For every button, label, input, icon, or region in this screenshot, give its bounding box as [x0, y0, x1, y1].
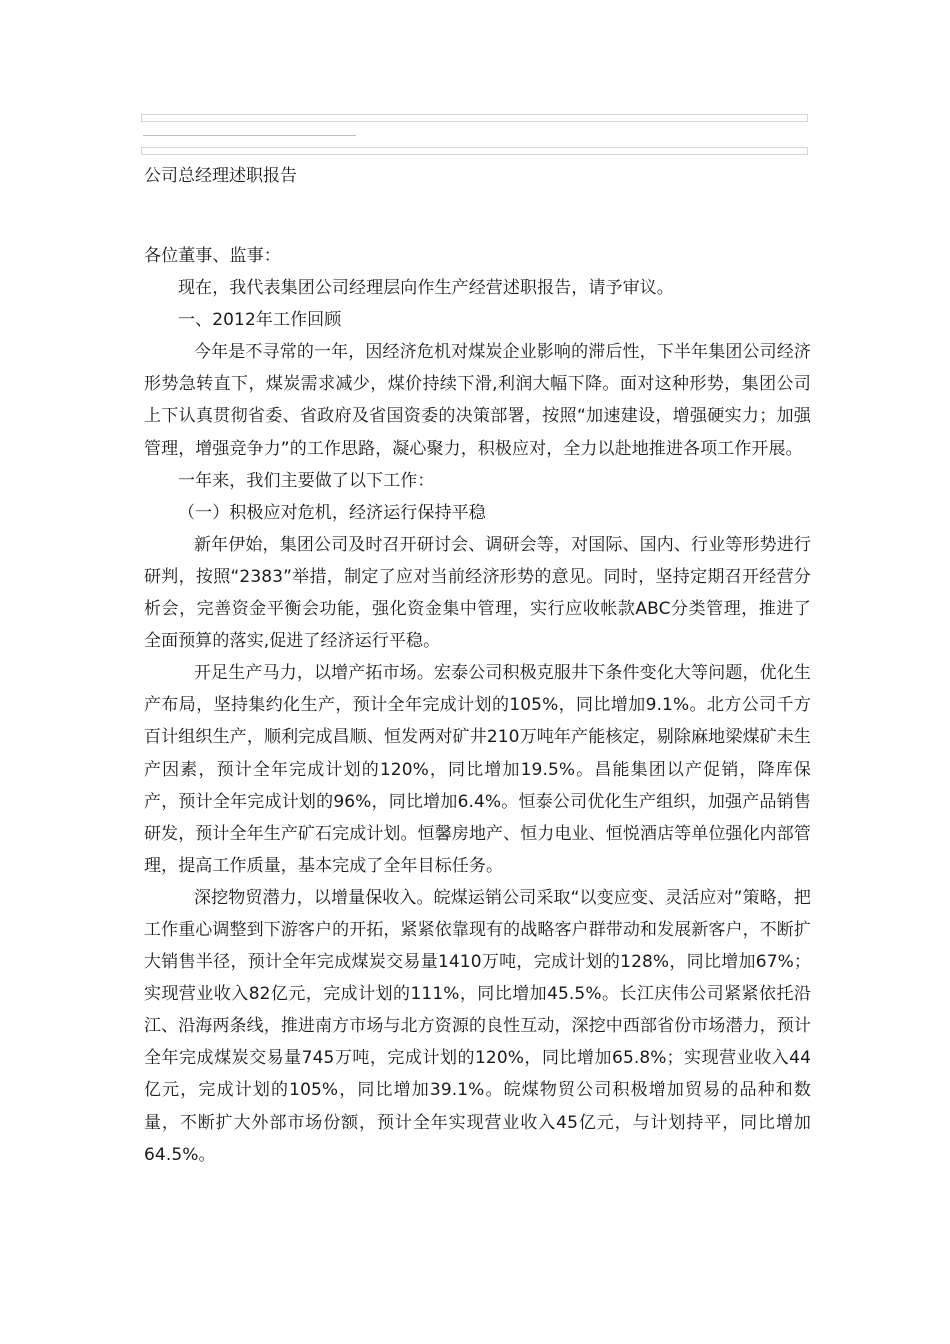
header-rule-bottom	[141, 147, 808, 155]
header-rule-top	[141, 114, 808, 122]
header-rule-short	[143, 135, 356, 136]
subsection-heading-1: （一）积极应对危机，经济运行保持平稳	[178, 502, 486, 523]
paragraph-intro: 现在，我代表集团公司经理层向作生产经营述职报告，请予审议。	[178, 278, 674, 299]
title-spacer	[144, 190, 811, 240]
paragraph-measures: 新年伊始，集团公司及时召开研讨会、调研会等，对国际、国内、行业等形势进行研判，按照“2383”举措，制定了应对当前经济形势的意见。同时，坚持定期召开经营分析会，完善资金平衡会功能，强化资金集中管理，实行应收帐款ABC分类管理，推进了全面预算的落实,促进了经济运行平稳。	[144, 534, 811, 652]
paragraph-production: 开足生产马力，以增产拓市场。宏泰公司积极克服井下条件变化大等问题，优化生产布局，坚持集约化生产，预计全年完成计划的105%，同比增加9.1%。北方公司千方百计组织生产，顺利完成昌顺、恒发两对矿井210万吨年产能核定，剔除麻地梁煤矿未生产因素，预计全年完成计划的120%，同比增加19.5%。昌能集团以产促销，降库保产，预计全年完成计划的96%，同比增加6.4%。恒泰公司优化生产组织，加强产品销售研发，预计全年生产矿石完成计划。恒馨房地产、恒力电业、恒悦酒店等单位强化内部管理，提高工作质量，基本完成了全年目标任务。	[144, 663, 811, 876]
document-title: 公司总经理述职报告	[144, 166, 297, 186]
paragraph-situation: 今年是不寻常的一年，因经济危机对煤炭企业影响的滞后性，下半年集团公司经济形势急转直下，煤炭需求减少，煤价持续下滑,利润大幅下降。面对这种形势，集团公司上下认真贯彻省委、省政府及省国资委的决策部署，按照“加速建设，增强硬实力；加强管理，增强竞争力”的工作思路，凝心聚力，积极应对，全力以赴地推进各项工作开展。	[144, 342, 811, 459]
salutation: 各位董事、监事：	[144, 246, 281, 266]
document-body	[144, 162, 811, 1171]
paragraph-trade: 深挖物贸潜力，以增量保收入。皖煤运销公司采取“以变应变、灵活应对”策略，把工作重心调整到下游客户的开拓，紧紧依靠现有的战略客户群带动和发展新客户，不断扩大销售半径，预计全年完成煤炭交易量1410万吨，完成计划的128%，同比增加67%；实现营业收入82亿元，完成计划的111%，同比增加45.5%。长江庆伟公司紧紧依托沿江、沿海两条线，推进南方市场与北方资源的良性互动，深挖中西部省份市场潜力，预计全年完成煤炭交易量745万吨，完成计划的120%，同比增加65.8%；实现营业收入44亿元，完成计划的105%，同比增加39.1%。皖煤物贸公司积极增加贸易的品种和数量，不断扩大外部市场份额，预计全年实现营业收入45亿元，与计划持平，同比增加64.5%。	[144, 887, 811, 1165]
section-heading-review: 一、2012年工作回顾	[178, 310, 342, 331]
paragraph-summary-lead: 一年来，我们主要做了以下工作：	[178, 470, 435, 491]
